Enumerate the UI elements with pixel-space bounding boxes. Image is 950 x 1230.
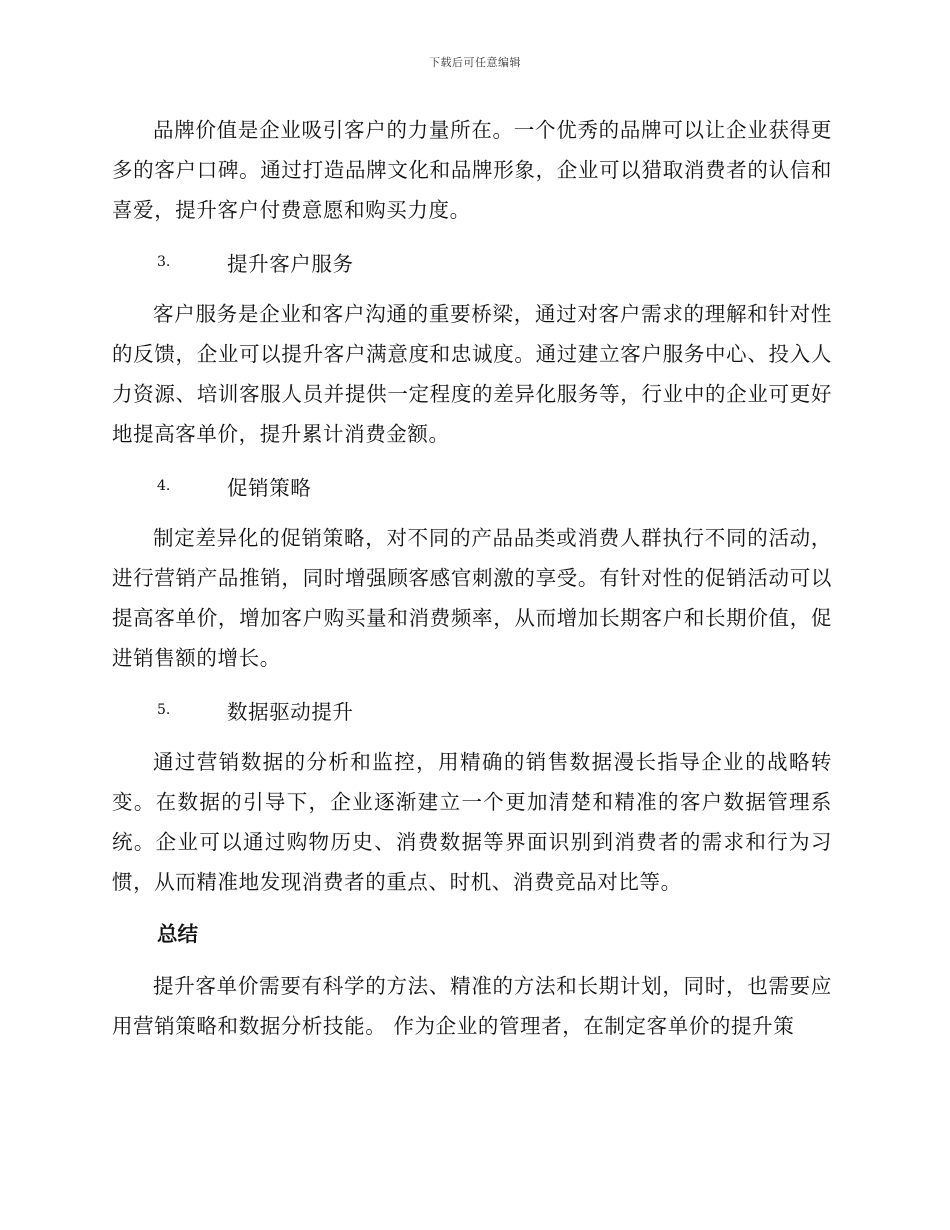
list-item-label: 促销策略 [227,476,312,500]
paragraph-brand-value: 品牌价值是企业吸引客户的力量所在。一个优秀的品牌可以让企业获得更多的客户口碑。通过打造品牌文化和品牌形象，企业可以猎取消费者的认信和喜爱，提升客户付费意愿和购买力度。 [112,118,832,222]
paragraph-summary: 提升客单价需要有科学的方法、精准的方法和长期计划，同时，也需要应用营销策略和数据分析技能。 作为企业的管理者，在制定客单价的提升策 [112,974,832,1038]
document-body [112,110,832,1058]
page-header: 下载后可任意编辑 [429,56,521,69]
paragraph-data-driven: 通过营销数据的分析和监控，用精确的销售数据漫长指导企业的战略转变。在数据的引导下，企业逐渐建立一个更加清楚和精准的客户数据管理系统。企业可以通过购物历史、消费数据等界面识别到消费者的需求和行为习惯，从而精准地发现消费者的重点、时机、消费竞品对比等。 [112,750,832,894]
section-heading-summary: 总结 [157,922,198,946]
list-item-5 [112,690,832,730]
list-item-3 [112,242,832,282]
list-item-label: 数据驱动提升 [227,700,354,724]
paragraph-promotion: 制定差异化的促销策略，对不同的产品品类或消费人群执行不同的活动，进行营销产品推销，同时增强顾客感官刺激的享受。有针对性的促销活动可以提高客单价，增加客户购买量和消费频率，从而增加长期客户和长期价值，促进销售额的增长。 [112,526,832,670]
list-item-number: 5. [157,702,171,718]
list-item-number: 3. [157,254,171,270]
list-item-label: 提升客户服务 [227,252,354,276]
paragraph-customer-service: 客户服务是企业和客户沟通的重要桥梁，通过对客户需求的理解和针对性的反馈，企业可以提升客户满意度和忠诚度。通过建立客户服务中心、投入人力资源、培训客服人员并提供一定程度的差异化服务等，行业中的企业可更好地提高客单价，提升累计消费金额。 [112,302,832,446]
list-item-4 [112,466,832,506]
list-item-number: 4. [157,478,171,494]
